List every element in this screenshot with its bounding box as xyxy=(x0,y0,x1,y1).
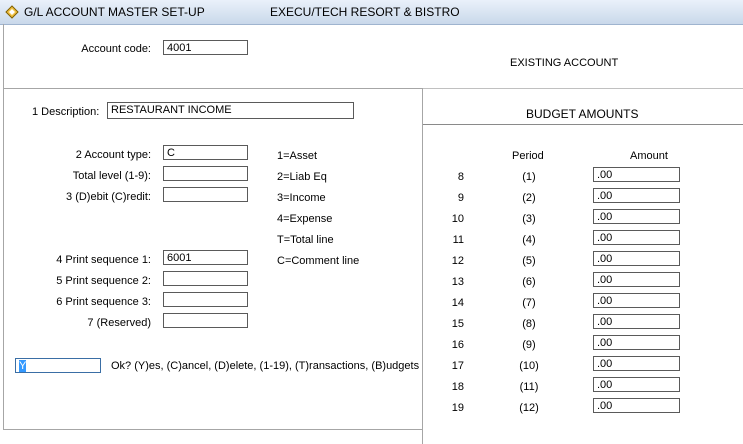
legend-item: 4=Expense xyxy=(277,213,333,225)
budget-line-number: 8 xyxy=(457,171,464,183)
legend-item: T=Total line xyxy=(277,234,334,246)
budget-period: (2) xyxy=(522,192,536,204)
print-seq3-label: 6 Print sequence 3: xyxy=(56,296,151,308)
print-seq1-field[interactable]: 6001 xyxy=(163,250,248,265)
description-field[interactable]: RESTAURANT INCOME xyxy=(107,102,354,119)
account-type-field[interactable]: C xyxy=(163,145,248,160)
company-name: EXECU/TECH RESORT & BISTRO xyxy=(270,5,460,19)
legend-item: C=Comment line xyxy=(277,255,360,267)
budget-period: (5) xyxy=(522,255,536,267)
account-code-field[interactable]: 4001 xyxy=(163,40,248,55)
budget-period: (12) xyxy=(519,402,539,414)
reserved-label: 7 (Reserved) xyxy=(87,317,151,329)
budget-line-number: 10 xyxy=(451,213,464,225)
account-status: EXISTING ACCOUNT xyxy=(510,57,619,69)
debit-credit-field[interactable] xyxy=(163,187,248,202)
budget-line-number: 16 xyxy=(451,339,464,351)
budget-line-number: 18 xyxy=(451,381,464,393)
amount-header: Amount xyxy=(630,150,668,162)
header-panel xyxy=(3,24,423,89)
budget-period: (6) xyxy=(522,276,536,288)
budget-line-number: 11 xyxy=(452,234,464,246)
account-code-label: Account code: xyxy=(81,43,151,55)
description-label: 1 Description: xyxy=(32,106,100,118)
legend-item: 1=Asset xyxy=(277,150,318,162)
budget-period: (10) xyxy=(519,360,539,372)
budget-line-number: 15 xyxy=(451,318,464,330)
prompt-input[interactable]: Y xyxy=(15,358,101,373)
legend-item: 2=Liab Eq xyxy=(277,171,327,183)
debit-credit-label: 3 (D)ebit (C)redit: xyxy=(66,191,151,203)
budget-period: (1) xyxy=(522,171,536,183)
budget-amount-field[interactable]: .00 xyxy=(593,398,680,413)
print-seq3-field[interactable] xyxy=(163,292,248,307)
budget-amount-field[interactable]: .00 xyxy=(593,251,680,266)
total-level-field[interactable] xyxy=(163,166,248,181)
budget-line-number: 17 xyxy=(451,360,464,372)
budget-line-number: 19 xyxy=(451,402,464,414)
print-seq2-field[interactable] xyxy=(163,271,248,286)
budget-amount-field[interactable]: .00 xyxy=(593,272,680,287)
budget-period: (8) xyxy=(522,318,536,330)
budget-amount-field[interactable]: .00 xyxy=(593,335,680,350)
total-level-label: Total level (1-9): xyxy=(72,170,151,182)
budget-line-number: 14 xyxy=(451,297,464,309)
budget-period: (4) xyxy=(522,234,536,246)
budget-amount-field[interactable]: .00 xyxy=(593,314,680,329)
budget-amount-field[interactable]: .00 xyxy=(593,167,680,182)
title-bar xyxy=(0,0,743,25)
budget-header-line xyxy=(423,124,743,125)
reserved-field[interactable] xyxy=(163,313,248,328)
budget-amount-field[interactable]: .00 xyxy=(593,293,680,308)
budget-amount-field[interactable]: .00 xyxy=(593,377,680,392)
prompt-text: Ok? (Y)es, (C)ancel, (D)elete, (1-19), (T)ransactions, (B)udgets xyxy=(111,360,420,372)
period-header: Period xyxy=(512,150,544,162)
budget-line-number: 13 xyxy=(451,276,464,288)
print-seq1-label: 4 Print sequence 1: xyxy=(56,254,151,266)
budget-title: BUDGET AMOUNTS xyxy=(526,107,639,121)
budget-amount-field[interactable]: .00 xyxy=(593,230,680,245)
budget-period: (7) xyxy=(522,297,536,309)
budget-line-number: 12 xyxy=(451,255,464,267)
budget-line-number: 9 xyxy=(457,192,464,204)
window-title: G/L ACCOUNT MASTER SET-UP xyxy=(24,5,205,19)
legend-item: 3=Income xyxy=(277,192,326,204)
account-type-label: 2 Account type: xyxy=(75,149,151,161)
budget-period: (9) xyxy=(522,339,536,351)
print-seq2-label: 5 Print sequence 2: xyxy=(56,275,151,287)
budget-amount-field[interactable]: .00 xyxy=(593,356,680,371)
app-icon xyxy=(5,5,19,19)
budget-amount-field[interactable]: .00 xyxy=(593,188,680,203)
budget-period: (11) xyxy=(519,381,539,393)
panel-divider xyxy=(422,88,423,444)
budget-period: (3) xyxy=(522,213,536,225)
budget-top-line xyxy=(423,88,743,89)
budget-amount-field[interactable]: .00 xyxy=(593,209,680,224)
